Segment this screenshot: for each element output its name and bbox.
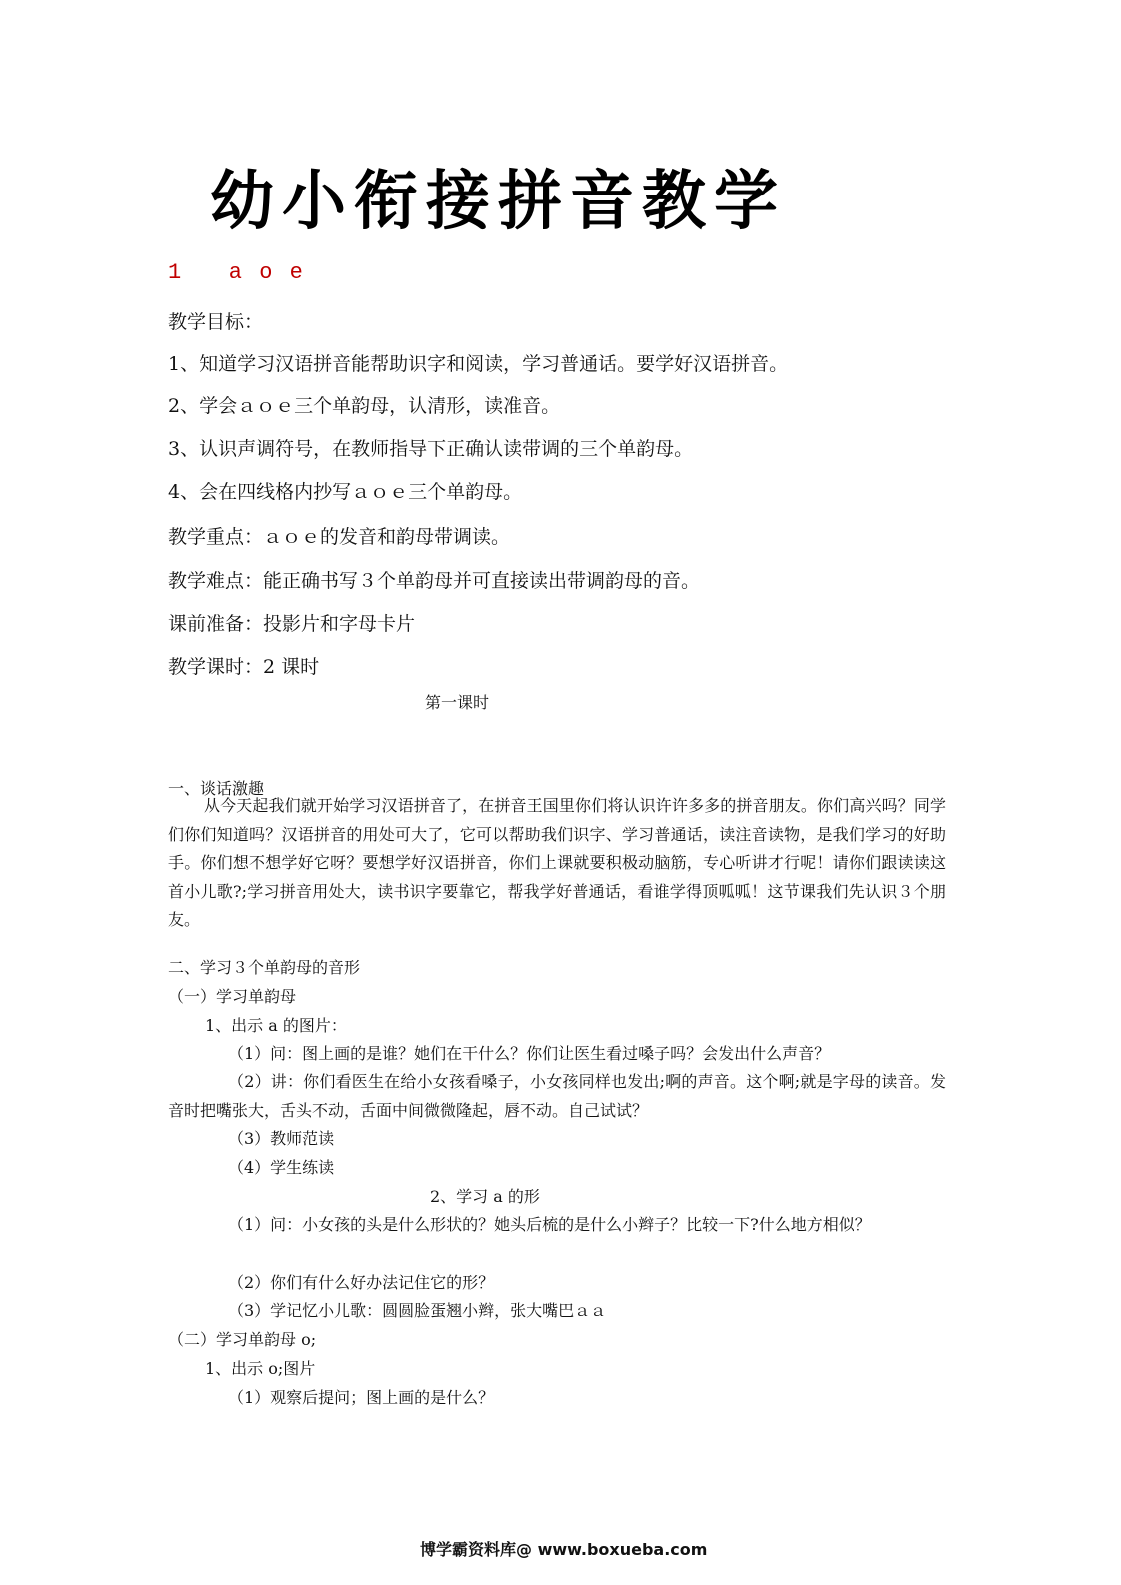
footer-watermark: 博学霸资料库@ www.boxueba.com xyxy=(420,1540,708,1559)
key-point: 教学重点：ａｏｅ的发音和韵母带调读。 xyxy=(168,526,511,548)
question-item: （2）讲：你们看医生在给小女孩看嗓子，小女孩同样也发出;啊的声音。这个啊;就是字母的读音。发音时把嘴张大，舌头不动，舌面中间微微隆起，唇不动。自己试试？ xyxy=(168,1072,946,1120)
goal-item: 2、学会ａｏｅ三个单韵母，认清形，读准音。 xyxy=(168,395,561,417)
preparation: 课前准备：投影片和字母卡片 xyxy=(168,613,416,635)
subsection-heading: （二）学习单韵母 o; xyxy=(168,1330,317,1349)
question-item: （1）观察后提问；图上画的是什么？ xyxy=(228,1388,495,1407)
step-item: 1、出示 o;图片 xyxy=(205,1359,316,1378)
section-heading: 二、学习３个单韵母的音形 xyxy=(168,958,361,977)
question-item: （1）问：小女孩的头是什么形状的？她头后梳的是什么小辫子？比较一下?什么地方相似？ xyxy=(228,1215,871,1234)
step-item: 2、学习 a 的形 xyxy=(430,1187,540,1206)
goal-item: 3、认识声调符号，在教师指导下正确认读带调的三个单韵母。 xyxy=(168,438,694,460)
goal-item: 1、知道学习汉语拼音能帮助识字和阅读，学习普通话。要学好汉语拼音。 xyxy=(168,353,789,375)
question-item: （1）问：图上画的是谁？她们在干什么？你们让医生看过嗓子吗？会发出什么声音？ xyxy=(228,1044,831,1063)
question-item: （3）学记忆小儿歌：圆圆脸蛋翘小辫，张大嘴巴ａａ xyxy=(228,1301,607,1320)
session-heading: 第一课时 xyxy=(425,693,490,712)
goals-heading: 教学目标： xyxy=(168,311,264,333)
document-title: 幼小衔接拼音教学 xyxy=(210,164,786,239)
difficulty: 教学难点：能正确书写３个单韵母并可直接读出带调韵母的音。 xyxy=(168,570,701,592)
lesson-heading: 1 a o e xyxy=(168,260,305,285)
goal-item: 4、会在四线格内抄写ａｏｅ三个单韵母。 xyxy=(168,481,523,503)
step-item: （3）教师范读 xyxy=(228,1129,335,1148)
step-item: （4）学生练读 xyxy=(228,1158,335,1177)
section-paragraph: 从今天起我们就开始学习汉语拼音了，在拼音王国里你们将认识许许多多的拼音朋友。你们高兴吗？同学们你们知道吗？汉语拼音的用处可大了，它可以帮助我们识字、学习普通话，读注音读物，是我们学习的好助手。你们想不想学好它呀？要想学好汉语拼音，你们上课就要积极动脑筋，专心听讲才行呢！请你们跟读读这首小儿歌?;学习拼音用处大，读书识字要靠它，帮我学好普通话，看谁学得顶呱呱！这节课我们先认识３个朋友。 xyxy=(168,796,946,929)
question-item: （2）你们有什么好办法记住它的形？ xyxy=(228,1273,495,1292)
class-hours: 教学课时：2 课时 xyxy=(168,656,320,678)
section-heading: 一、谈话激趣 xyxy=(168,779,265,798)
subsection-heading: （一）学习单韵母 xyxy=(168,987,297,1006)
step-item: 1、出示 a 的图片： xyxy=(205,1016,347,1035)
